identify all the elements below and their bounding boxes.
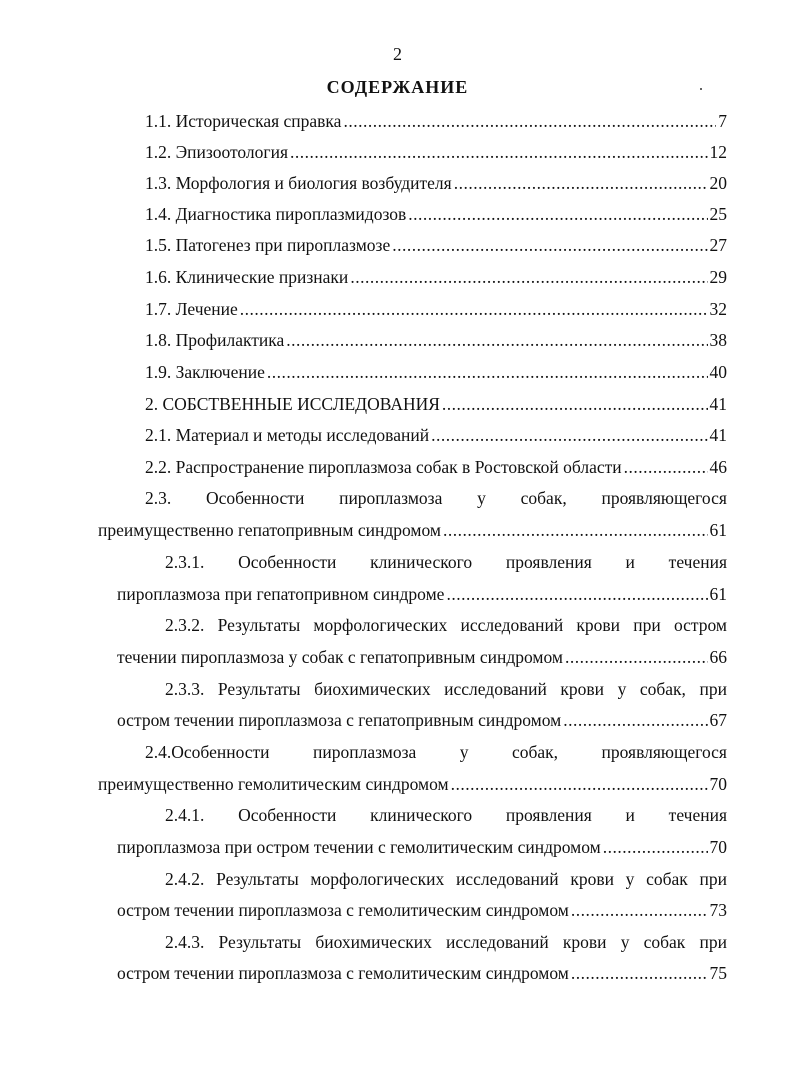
toc-word: Результаты [216, 869, 299, 889]
toc-leader [343, 110, 716, 132]
toc-word: морфологических [313, 615, 448, 635]
toc-word: собак [646, 869, 688, 889]
toc-entry [145, 203, 727, 225]
toc-word: остром [673, 615, 727, 635]
toc-word: при [699, 869, 727, 889]
toc-entry-page: 7 [718, 111, 727, 131]
toc-entry-text: 2. СОБСТВЕННЫЕ ИССЛЕДОВАНИЯ [145, 394, 440, 414]
toc-word: 2.4.Особенности [145, 742, 270, 762]
toc-leader [454, 172, 708, 194]
toc-word: клинического [370, 805, 473, 825]
toc-word: Результаты [217, 679, 301, 699]
toc-entry-text: пироплазмоза при остром течении с гемолитическим синдромом [117, 837, 601, 857]
toc-leader [571, 962, 708, 984]
toc-word: Результаты [217, 615, 301, 635]
toc-entry [145, 110, 727, 132]
toc-entry-page: 25 [709, 204, 727, 224]
toc-word: исследований [460, 615, 564, 635]
toc-entry [145, 424, 727, 446]
toc-word: у [459, 742, 469, 762]
toc-entry-text: пироплазмоза при гепатопривном синдроме [117, 584, 445, 604]
toc-entry-page: 40 [709, 362, 727, 382]
toc-entry-text: 1.6. Клинические признаки [145, 267, 349, 287]
toc-word: 2.4.1. [165, 805, 205, 825]
toc-word: исследований [455, 869, 559, 889]
toc-word: морфологических [310, 869, 445, 889]
toc-entry-second-line [117, 836, 727, 858]
toc-entry-page: 32 [709, 299, 727, 319]
toc-entry-text: 1.8. Профилактика [145, 330, 285, 350]
toc-word: пироплазмоза [339, 488, 443, 508]
toc-word: и [625, 552, 635, 572]
toc-word: собак, [511, 742, 559, 762]
toc-entry-page: 73 [709, 900, 727, 920]
toc-word: при [699, 932, 727, 952]
toc-entry [145, 266, 727, 288]
toc-entry-text: 2.2. Распространение пироплазмоза собак в Ростовской области [145, 457, 622, 477]
toc-word: проявляющегося [601, 742, 727, 762]
toc-word: клинического [370, 552, 473, 572]
toc-leader [563, 709, 707, 731]
toc-entry [145, 393, 727, 415]
toc-leader [603, 836, 708, 858]
toc-entry-second-line [117, 709, 727, 731]
toc-entry-page: 12 [709, 142, 727, 162]
toc-leader [290, 141, 708, 163]
toc-leader [392, 234, 707, 256]
toc-entry-text: остром течении пироплазмоза с гемолитическим синдромом [117, 963, 569, 983]
toc-word: биохимических [314, 679, 431, 699]
toc-entry-second-line [117, 646, 727, 668]
toc-entry-text: 1.4. Диагностика пироплазмидозов [145, 204, 407, 224]
toc-entry-page: 41 [709, 425, 727, 445]
toc-word: у [617, 679, 627, 699]
toc-word: у [477, 488, 486, 508]
toc-word: 2.3.3. [165, 679, 205, 699]
toc-leader [408, 203, 707, 225]
toc-leader [240, 298, 708, 320]
toc-entry-text: течении пироплазмоза у собак с гепатопривным синдромом [117, 647, 564, 667]
toc-word: и [625, 805, 635, 825]
toc-entry-page: 67 [709, 710, 727, 730]
toc-entry-text: 1.5. Патогенез при пироплазмозе [145, 235, 391, 255]
toc-leader [451, 773, 708, 795]
toc-entry-page: 38 [709, 330, 727, 350]
toc-entry-page: 66 [709, 647, 727, 667]
toc-word: Особенности [238, 805, 337, 825]
toc-entry-text: 1.3. Морфология и биология возбудителя [145, 173, 452, 193]
toc-word: крови [576, 615, 621, 635]
toc-entry-first-line [165, 614, 727, 636]
toc-word: Особенности [238, 552, 337, 572]
toc-leader [431, 424, 707, 446]
page-title: СОДЕРЖАНИЕ [326, 77, 469, 97]
toc-entry-text: 1.2. Эпизоотология [145, 142, 288, 162]
toc-entry-page: 27 [709, 235, 727, 255]
toc-entry-text: преимущественно гепатопривным синдромом [98, 520, 441, 540]
toc-leader [443, 519, 708, 541]
toc-entry-text: остром течении пироплазмоза с гемолитическим синдромом [117, 900, 569, 920]
toc-entry [145, 329, 727, 351]
toc-entry [145, 456, 727, 478]
toc-entry-page: 61 [709, 584, 727, 604]
toc-entry-page: 70 [709, 837, 727, 857]
toc-entry-text: преимущественно гемолитическим синдромом [98, 774, 449, 794]
toc-word: Особенности [206, 488, 305, 508]
toc-entry-first-line [165, 931, 727, 953]
toc-entry-second-line [98, 519, 727, 541]
toc-entry [145, 172, 727, 194]
toc-leader [446, 583, 707, 605]
toc-word: Результаты [218, 932, 302, 952]
toc-word: проявления [505, 805, 592, 825]
toc-word: исследований [444, 679, 547, 699]
toc-entry [145, 141, 727, 163]
toc-word: при [699, 679, 727, 699]
toc-leader [624, 456, 708, 478]
toc-entry-first-line [145, 741, 727, 763]
toc-entry-page: 46 [709, 457, 727, 477]
toc-word: пироплазмоза [313, 742, 417, 762]
toc-word: 2.4.3. [165, 932, 205, 952]
toc-word: проявляющегося [601, 488, 727, 508]
toc-entry-second-line [117, 899, 727, 921]
toc-entry-page: 41 [709, 394, 727, 414]
toc-leader [571, 899, 708, 921]
toc-entry-page: 61 [709, 520, 727, 540]
toc-leader [565, 646, 707, 668]
toc-word: крови [562, 932, 607, 952]
toc-word: собак, [520, 488, 567, 508]
toc-entry-page: 20 [709, 173, 727, 193]
toc-word: исследований [446, 932, 549, 952]
toc-word: у [620, 932, 630, 952]
toc-word: течения [668, 805, 727, 825]
toc-word: биохимических [315, 932, 432, 952]
toc-entry-first-line [165, 678, 727, 700]
toc-entry-text: остром течении пироплазмоза с гепатопривным синдромом [117, 710, 562, 730]
toc-word: 2.3. [145, 488, 172, 508]
toc-word: 2.3.2. [165, 615, 205, 635]
toc-word: крови [570, 869, 614, 889]
toc-entry-text: 1.9. Заключение [145, 362, 265, 382]
toc-word: у [625, 869, 635, 889]
toc-word: собак [643, 932, 686, 952]
toc-entry-page: 70 [709, 774, 727, 794]
toc-word: течения [668, 552, 727, 572]
toc-word: 2.3.1. [165, 552, 205, 572]
toc-entry [145, 298, 727, 320]
toc-entry-first-line [165, 804, 727, 826]
toc-word: собак, [639, 679, 686, 699]
page-number: 2 [393, 44, 402, 64]
toc-leader [286, 329, 707, 351]
scan-speck [700, 88, 702, 90]
toc-entry-text: 1.7. Лечение [145, 299, 238, 319]
toc-entry-text: 2.1. Материал и методы исследований [145, 425, 430, 445]
toc-leader [442, 393, 708, 415]
toc-leader [267, 361, 708, 383]
toc-entry-first-line [145, 487, 727, 509]
toc-entry-first-line [165, 551, 727, 573]
toc-entry [145, 234, 727, 256]
toc-entry-text: 1.1. Историческая справка [145, 111, 342, 131]
toc-word: проявления [505, 552, 592, 572]
toc-entry-second-line [98, 773, 727, 795]
toc-word: при [633, 615, 661, 635]
toc-leader [350, 266, 707, 288]
toc-entry [145, 361, 727, 383]
toc-entry-page: 29 [709, 267, 727, 287]
toc-entry-first-line [165, 868, 727, 890]
toc-entry-second-line [117, 583, 727, 605]
toc-word: крови [560, 679, 605, 699]
toc-entry-second-line [117, 962, 727, 984]
toc-entry-page: 75 [709, 963, 727, 983]
toc-word: 2.4.2. [165, 869, 205, 889]
